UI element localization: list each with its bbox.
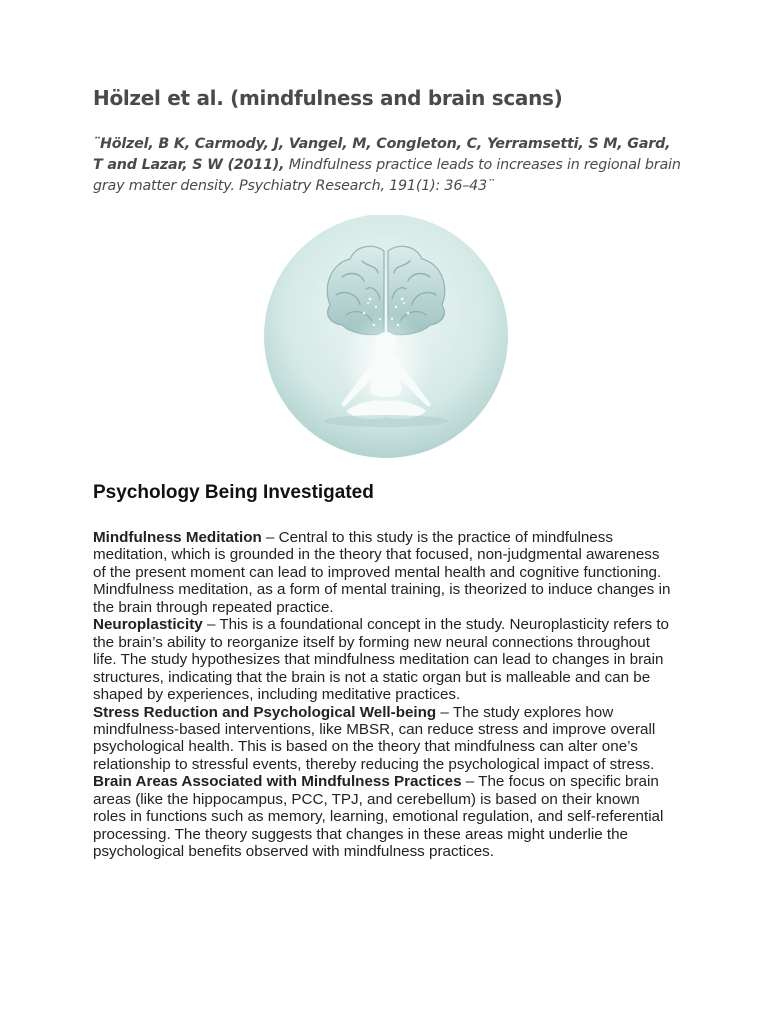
paragraph-stress-reduction	[93, 704, 673, 774]
section-heading: Psychology Being Investigated	[93, 482, 374, 503]
paragraph-mindfulness-meditation	[93, 529, 673, 616]
body-text	[93, 529, 673, 861]
citation-details: Mindfulness practice leads to increases in regional brain gray matter density. Psychiatry Research, 191(1): 36–43¨	[93, 157, 681, 194]
paragraph-neuroplasticity	[93, 616, 673, 703]
brain-meditation-icon	[250, 215, 520, 465]
paragraph-text: – The focus on specific brain areas (like the hippocampus, PCC, TPJ, and cerebellum) is based on their known roles in functions such as memory, learning, emotional regulation, and self-referential processing. The theory suggests that changes in these areas might underlie the psychological benefits observed with mindfulness practices.	[93, 773, 664, 861]
term: Brain Areas Associated with Mindfulness Practices	[93, 773, 462, 791]
term: Stress Reduction and Psychological Well-being	[93, 703, 437, 721]
citation	[93, 134, 683, 197]
paragraph-text: – This is a foundational concept in the study. Neuroplasticity refers to the brain’s ability to reorganize itself by forming new neural connections throughout life. The study hypothesizes that mindfulness meditation can lead to changes in brain structures, indicating that the brain is not a static organ but is malleable and can be shaped by experiences, including meditative practices.	[93, 616, 669, 704]
term: Neuroplasticity	[93, 616, 203, 634]
paragraph-brain-areas	[93, 773, 673, 860]
brain-meditation-illustration	[250, 215, 520, 465]
paragraph-text: – Central to this study is the practice of mindfulness meditation, which is grounded in the theory that focused, non-judgmental awareness of the present moment can lead to improved mental health and cognitive functioning. Mindfulness meditation, as a form of mental training, is theorized to induce changes in the brain through repeated practice.	[93, 529, 671, 616]
paragraph-text: – The study explores how mindfulness-based interventions, like MBSR, can reduce stress and improve overall psychological health. This is based on the theory that mindfulness can alter one’s relationship to stressful events, thereby reducing the psychological impact of stress.	[93, 703, 656, 773]
term: Mindfulness Meditation	[93, 529, 262, 546]
citation-authors: ¨Hölzel, B K, Carmody, J, Vangel, M, Congleton, C, Yerramsetti, S M, Gard, T and Lazar, S W (2011),	[93, 136, 671, 173]
document-title: Hölzel et al. (mindfulness and brain scans)	[93, 86, 563, 110]
